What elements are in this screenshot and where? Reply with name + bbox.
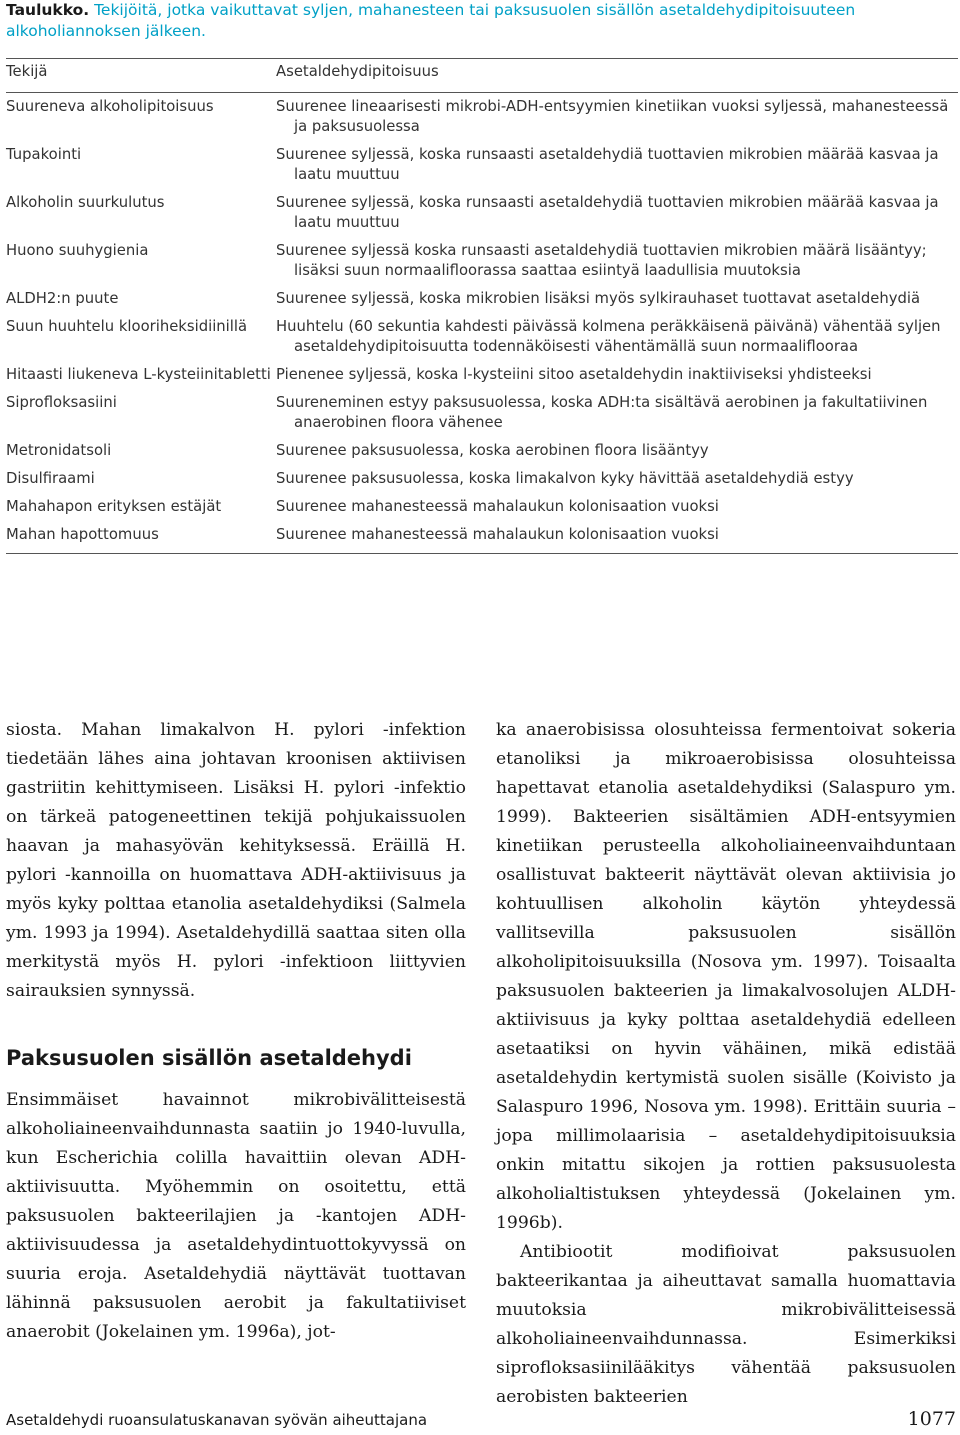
effect-cell: [276, 237, 958, 285]
factor-cell: Alkoholin suurkulutus: [6, 194, 165, 211]
header-factor: Tekijä: [6, 59, 276, 93]
table-row: [6, 189, 958, 237]
factor-cell: Tupakointi: [6, 146, 82, 163]
effect-cell: [276, 521, 958, 554]
table-caption: [6, 0, 956, 42]
effect-text: Suurenee lineaarisesti mikrobi-ADH-entsyymien kinetiikan vuoksi syljessä, mahanesteessä ja paksusuolessa: [276, 98, 949, 135]
factor-cell: Disulfiraami: [6, 470, 95, 487]
factor-cell: Siprofloksasiini: [6, 394, 117, 411]
effect-cell: [276, 189, 958, 237]
factor-cell: Suun huuhtelu klooriheksidiinillä: [6, 318, 248, 335]
page-number: 1077: [907, 1408, 956, 1430]
factors-table: [6, 58, 958, 554]
table-row: [6, 465, 958, 493]
effect-text: Huuhtelu (60 sekuntia kahdesti päivässä kolmena peräkkäisenä päivänä) vähentää syljen asetaldehydipitoisuutta todennäköisesti vähentämällä suun normaaliflooraa: [276, 318, 941, 355]
effect-cell: [276, 141, 958, 189]
effect-text: Suurenee paksusuolessa, koska limakalvon kyky hävittää asetaldehydiä estyy: [276, 470, 854, 487]
factor-cell: Huono suuhygienia: [6, 242, 149, 259]
effect-text: Suurenee syljessä koska runsaasti asetaldehydiä tuottavien mikrobien määrä lisääntyy; lisäksi suun normaalifloorassa saattaa esiintyä laadullisia muutoksia: [276, 242, 927, 279]
table-row: [6, 389, 958, 437]
table-row: [6, 93, 958, 142]
factor-cell: Hitaasti liukeneva L-kysteiinitabletti: [6, 366, 271, 383]
effect-cell: [276, 493, 958, 521]
effect-cell: [276, 437, 958, 465]
effect-cell: [276, 313, 958, 361]
right-text-column: [496, 716, 956, 1412]
table-row: [6, 493, 958, 521]
factor-cell: Mahan hapottomuus: [6, 521, 276, 554]
effect-text: Suurenee syljessä, koska runsaasti asetaldehydiä tuottavien mikrobien määrää kasvaa ja laatu muuttuu: [276, 146, 939, 183]
effect-text: Suurenee syljessä, koska mikrobien lisäksi myös sylkirauhaset tuottavat asetaldehydiä: [276, 290, 921, 307]
caption-label: Taulukko.: [6, 1, 90, 19]
factor-cell: ALDH2:n puute: [6, 290, 119, 307]
effect-cell: [276, 93, 958, 142]
section-heading: Paksusuolen sisällön asetaldehydi: [6, 1046, 412, 1070]
effect-cell: [276, 361, 958, 389]
effect-cell: [276, 465, 958, 493]
table-row: [6, 285, 958, 313]
table-row: [6, 141, 958, 189]
caption-text: Tekijöitä, jotka vaikuttavat syljen, mahanesteen tai paksusuolen sisällön asetaldehydipitoisuuteen alkoholiannoksen jälkeen.: [6, 1, 856, 40]
table-row: [6, 437, 958, 465]
right-paragraph-2: Antibiootit modifioivat paksusuolen bakteerikantaa ja aiheuttavat samalla huomattavia muutoksia mikrobivälitteisessä alkoholiaineenvaihdunnassa. Esimerkiksi siprofloksasiinilääkitys vähentää paksusuolen aerobisten bakteerien: [496, 1242, 956, 1407]
right-paragraph-1: ka anaerobisissa olosuhteissa fermentoivat sokeria etanoliksi ja mikroaerobisissa olosuhteissa hapettavat etanolia asetaldehydiksi (Salaspuro ym. 1999). Bakteerien sisältämien ADH-entsyymien kinetiikan perusteella alkoholiaineenvaihduntaan osallistuvat bakteerit näyttävät olevan aktiivisia jo kohtuullisen alkoholin käytön yhteydessä vallitsevilla paksusuolen sisällön alkoholipitoisuuksilla (Nosova ym. 1997). Toisaalta paksusuolen bakteerien ja limakalvosolujen ALDH-aktiivisuus ja kyky polttaa asetaldehydiä edelleen asetaatiksi on hyvin vähäinen, mikä edistää asetaldehydin kertymistä suolen sisälle (Koivisto ja Salaspuro 1996, Nosova ym. 1998). Erittäin suuria – jopa millimolaarisia – asetaldehydipitoisuuksia onkin mitattu sikojen ja rottien paksusuolesta alkoholialtistuksen yhteydessä (Jokelainen ym. 1996b).: [496, 720, 956, 1233]
left-paragraph-2: Ensimmäiset havainnot mikrobivälitteisestä alkoholiaineenvaihdunnasta saatiin jo 1940-luvulla, kun Escherichia colilla havaittiin olevan ADH-aktiivisuutta. Myöhemmin on osoitettu, että paksusuolen bakteerilajien ja -kantojen ADH-aktiivisuudessa ja asetaldehydintuottokyvyssä on suuria eroja. Asetaldehydiä näyttävät tuottavan lähinnä paksusuolen aerobit ja fakultatiiviset anaerobit (Jokelainen ym. 1996a), jot-: [6, 1090, 466, 1342]
table-row: [6, 361, 958, 389]
left-text-column: [6, 716, 466, 1347]
effect-cell: [276, 285, 958, 313]
running-footer-title: Asetaldehydi ruoansulatuskanavan syövän aiheuttajana: [6, 1411, 428, 1429]
effect-text: Suurenee mahanesteessä mahalaukun kolonisaation vuoksi: [276, 526, 719, 543]
table-row: [6, 313, 958, 361]
factor-cell: Suureneva alkoholipitoisuus: [6, 98, 214, 115]
effect-text: Suurenee paksusuolessa, koska aerobinen floora lisääntyy: [276, 442, 709, 459]
table-row: [6, 521, 958, 554]
table-header-row: [6, 59, 958, 93]
effect-text: Suurenee mahanesteessä mahalaukun kolonisaation vuoksi: [276, 498, 719, 515]
left-paragraph-1: siosta. Mahan limakalvon H. pylori -infektion tiedetään lähes aina johtavan kroonisen aktiivisen gastriitin kehittymiseen. Lisäksi H. pylori -infektio on tärkeä patogeneettinen tekijä pohjukaissuolen haavan ja mahasyövän kehityksessä. Eräillä H. pylori -kannoilla on huomattava ADH-aktiivisuus ja myös kyky polttaa etanolia asetaldehydiksi (Salmela ym. 1993 ja 1994). Asetaldehydillä saattaa siten olla merkitystä myös H. pylori -infektioon liittyvien sairauksien synnyssä.: [6, 720, 466, 1001]
effect-text: Suurenee syljessä, koska runsaasti asetaldehydiä tuottavien mikrobien määrää kasvaa ja laatu muuttuu: [276, 194, 939, 231]
effect-text: Pienenee syljessä, koska l-kysteiini sitoo asetaldehydin inaktiiviseksi yhdisteeksi: [276, 366, 872, 383]
effect-text: Suureneminen estyy paksusuolessa, koska ADH:ta sisältävä aerobinen ja fakultatiivinen anaerobinen floora vähenee: [276, 394, 928, 431]
effect-cell: [276, 389, 958, 437]
factor-cell: Metronidatsoli: [6, 442, 112, 459]
factor-cell: Mahahapon erityksen estäjät: [6, 498, 222, 515]
table-row: [6, 237, 958, 285]
header-effect: Asetaldehydipitoisuus: [276, 59, 958, 93]
